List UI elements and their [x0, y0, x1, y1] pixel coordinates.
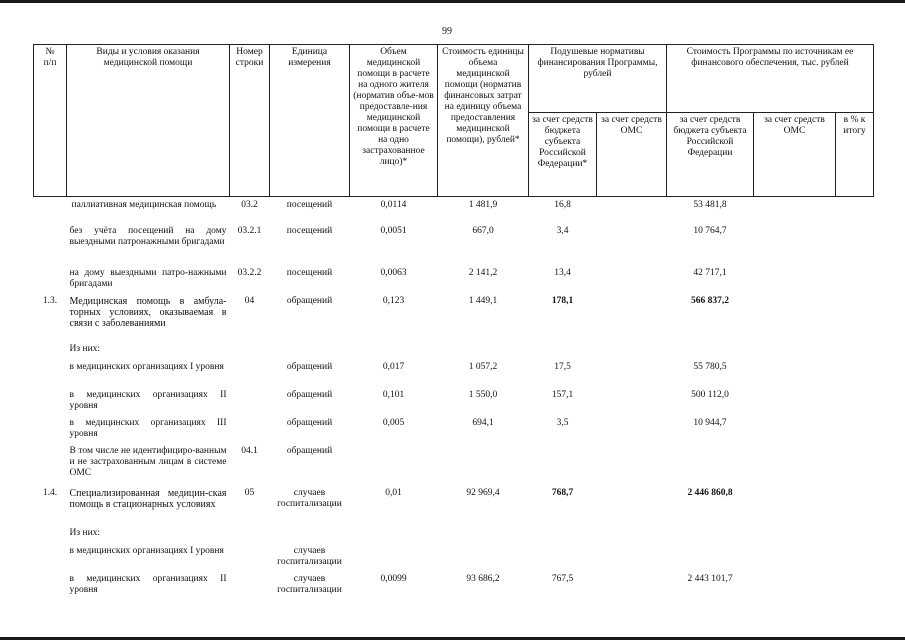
table-row — [34, 223, 874, 265]
cell-cost: 2 141,2 — [468, 267, 498, 278]
cell-prog-pct — [836, 265, 874, 293]
cell-volume — [350, 341, 438, 359]
cell-unit: обращений — [286, 295, 333, 306]
cell-pc-oms — [597, 197, 667, 223]
header-pc-budget: за счет средств бюджета субъекта Российской Федерации* — [529, 113, 597, 197]
cell-pc-budget — [529, 341, 597, 359]
cell-pc-budget: 157,1 — [551, 389, 574, 400]
table-row — [34, 485, 874, 525]
table-body — [34, 197, 874, 599]
cell-cost: 93 686,2 — [466, 573, 500, 584]
cell-pc-oms — [597, 293, 667, 341]
cell-name: в медицинских организациях III уровня — [69, 417, 227, 439]
cell-unit: обращений — [286, 417, 333, 428]
cell-pc-budget: 3,5 — [556, 417, 569, 428]
cell-cost — [438, 543, 529, 571]
cell-prog-budget: 10 764,7 — [693, 225, 727, 236]
cell-name: в медицинских организациях II уровня — [69, 389, 227, 411]
cell-volume: 0,017 — [382, 361, 405, 372]
cell-prog-oms — [754, 485, 836, 525]
cell-line — [230, 571, 270, 599]
cell-pc-oms — [597, 223, 667, 265]
cell-line: 05 — [244, 487, 255, 498]
cell-volume: 0,101 — [382, 389, 405, 400]
cell-pc-oms — [597, 265, 667, 293]
table-row — [34, 525, 874, 543]
header-prog-budget: за счет средств бюджета субъекта Российской Федерации — [667, 113, 754, 197]
cell-pc-budget: 178,1 — [551, 295, 574, 306]
header-per-capita: Подушевые нормативы финансирования Программы, рублей — [529, 45, 667, 113]
cell-cost — [438, 341, 529, 359]
table-row — [34, 415, 874, 443]
cell-prog-budget: 566 837,2 — [691, 295, 729, 306]
cell-prog-pct — [836, 387, 874, 415]
cell-prog-oms — [754, 223, 836, 265]
cell-volume: 0,0099 — [380, 573, 407, 584]
table-row — [34, 293, 874, 341]
cell-pc-oms — [597, 359, 667, 387]
cell-pc-oms — [597, 341, 667, 359]
cell-num — [34, 197, 67, 223]
document-sheet — [33, 44, 873, 599]
cell-num — [34, 387, 67, 415]
header-cost: Стоимость единицы объема медицинской помощи (норматив финансовых затрат на единицу объема предоставления медицинской помощи), рублей* — [438, 45, 529, 197]
cell-pc-budget — [529, 443, 597, 485]
cell-num: 1.4. — [42, 487, 58, 498]
cell-volume — [350, 443, 438, 485]
cell-cost: 1 550,0 — [468, 389, 498, 400]
cell-name: паллиативная медицинская помощь — [71, 200, 217, 210]
cell-line — [230, 359, 270, 387]
cell-line — [230, 525, 270, 543]
cell-unit — [270, 341, 350, 359]
cell-name: на дому выездными патро-нажными бригадами — [69, 267, 227, 289]
cell-line — [230, 543, 270, 571]
table-header — [34, 45, 874, 197]
cell-pc-budget: 16,8 — [554, 200, 571, 210]
cell-cost: 1 481,9 — [468, 200, 498, 210]
cell-num — [34, 415, 67, 443]
cell-pc-oms — [597, 571, 667, 599]
cell-prog-budget: 2 446 860,8 — [687, 487, 733, 498]
cell-pc-budget — [529, 543, 597, 571]
cell-prog-oms — [754, 543, 836, 571]
cell-name: в медицинских организациях I уровня — [69, 361, 224, 372]
cell-pc-budget: 768,7 — [551, 487, 574, 498]
cell-cost: 1 057,2 — [468, 361, 498, 372]
cell-unit: посещений — [286, 225, 333, 236]
header-unit: Единица измерения — [270, 45, 350, 197]
cell-name: Медицинская помощь в амбула-торных условиях, оказываемая в связи с заболеваниями — [69, 295, 227, 329]
cell-prog-pct — [836, 571, 874, 599]
page-number: 99 — [442, 26, 452, 37]
cell-name: в медицинских организациях II уровня — [69, 573, 227, 595]
table-row — [34, 443, 874, 485]
cell-unit: посещений — [286, 267, 333, 278]
cell-name: Из них: — [69, 527, 101, 538]
cell-pc-oms — [597, 415, 667, 443]
cell-unit: обращений — [286, 361, 333, 372]
header-prog-oms: за счет средств ОМС — [754, 113, 836, 197]
cell-cost — [438, 525, 529, 543]
cell-num — [34, 223, 67, 265]
cell-unit: случаев госпитализации — [277, 573, 342, 595]
cell-prog-oms — [754, 387, 836, 415]
cell-prog-budget — [667, 341, 754, 359]
cell-prog-pct — [836, 359, 874, 387]
cell-pc-budget: 767,5 — [551, 573, 574, 584]
cell-cost — [438, 443, 529, 485]
cell-pc-oms — [597, 525, 667, 543]
cell-pc-oms — [597, 387, 667, 415]
cell-volume: 0,0051 — [380, 225, 407, 236]
cell-pc-oms — [597, 543, 667, 571]
cell-num — [34, 443, 67, 485]
cell-line — [230, 387, 270, 415]
cell-prog-budget: 10 944,7 — [693, 417, 727, 428]
cell-prog-oms — [754, 293, 836, 341]
financing-table — [33, 44, 874, 599]
cell-line — [230, 415, 270, 443]
cell-prog-oms — [754, 265, 836, 293]
cell-prog-oms — [754, 571, 836, 599]
header-program-cost: Стоимость Программы по источникам ее финансового обеспечения, тыс. рублей — [667, 45, 874, 113]
cell-volume: 0,005 — [382, 417, 405, 428]
table-row — [34, 387, 874, 415]
cell-prog-budget: 2 443 101,7 — [687, 573, 733, 584]
cell-volume: 0,0063 — [380, 267, 407, 278]
cell-pc-oms — [597, 443, 667, 485]
header-name: Виды и условия оказания медицинской помощи — [67, 45, 230, 197]
cell-prog-pct — [836, 485, 874, 525]
header-num: № п/п — [34, 45, 67, 197]
cell-prog-oms — [754, 341, 836, 359]
cell-prog-budget: 42 717,1 — [693, 267, 727, 278]
cell-prog-budget — [667, 443, 754, 485]
cell-prog-pct — [836, 543, 874, 571]
cell-unit: обращений — [286, 445, 333, 456]
cell-prog-pct — [836, 341, 874, 359]
header-line: Номер строки — [230, 45, 270, 197]
cell-volume — [350, 543, 438, 571]
cell-num — [34, 341, 67, 359]
cell-line: 03.2.1 — [237, 225, 262, 236]
cell-prog-budget: 55 780,5 — [693, 361, 727, 372]
cell-prog-pct — [836, 525, 874, 543]
cell-prog-pct — [836, 223, 874, 265]
cell-prog-budget — [667, 543, 754, 571]
cell-prog-pct — [836, 197, 874, 223]
cell-volume: 0,01 — [385, 487, 402, 498]
table-row — [34, 265, 874, 293]
cell-num — [34, 265, 67, 293]
header-prog-pct: в % к итогу — [836, 113, 874, 197]
cell-volume: 0,0114 — [380, 200, 407, 210]
cell-prog-oms — [754, 197, 836, 223]
cell-prog-oms — [754, 525, 836, 543]
cell-num — [34, 543, 67, 571]
cell-num: 1.3. — [42, 295, 58, 306]
cell-unit: случаев госпитализации — [277, 487, 342, 509]
table-row — [34, 197, 874, 223]
cell-cost: 667,0 — [472, 225, 494, 236]
cell-unit: случаев госпитализации — [277, 545, 342, 567]
top-border — [0, 0, 905, 3]
cell-num — [34, 571, 67, 599]
cell-prog-budget: 53 481,8 — [693, 200, 727, 210]
table-row — [34, 341, 874, 359]
table-row — [34, 543, 874, 571]
cell-unit: посещений — [286, 200, 333, 210]
cell-volume — [350, 525, 438, 543]
table-row — [34, 359, 874, 387]
cell-line: 04.1 — [241, 445, 258, 456]
cell-num — [34, 525, 67, 543]
cell-line — [230, 341, 270, 359]
cell-name: В том числе не идентифициро-ванным и не застрахованным лицам в системе ОМС — [69, 445, 227, 478]
cell-unit: обращений — [286, 389, 333, 400]
header-pc-oms: за счет средств ОМС — [597, 113, 667, 197]
cell-name: в медицинских организациях I уровня — [69, 545, 224, 556]
cell-prog-pct — [836, 293, 874, 341]
cell-prog-budget — [667, 525, 754, 543]
cell-num — [34, 359, 67, 387]
cell-prog-pct — [836, 443, 874, 485]
cell-pc-budget — [529, 525, 597, 543]
cell-pc-oms — [597, 485, 667, 525]
cell-line: 04 — [244, 295, 255, 306]
cell-name: Специализированная медицин-ская помощь в стационарных условиях — [69, 487, 227, 510]
cell-pc-budget: 13,4 — [554, 267, 571, 278]
cell-pc-budget: 17,5 — [554, 361, 571, 372]
cell-cost: 92 969,4 — [466, 487, 500, 498]
cell-name: Из них: — [69, 343, 101, 354]
cell-line: 03.2 — [241, 200, 258, 210]
cell-prog-oms — [754, 443, 836, 485]
cell-unit — [270, 525, 350, 543]
cell-cost: 1 449,1 — [468, 295, 498, 306]
cell-line: 03.2.2 — [237, 267, 262, 278]
cell-cost: 694,1 — [472, 417, 494, 428]
header-volume: Объем медицинской помощи в расчете на одного жителя (норматив объе-мов предоставле-ния медицинской помощи в расчете на одно застрахованное лицо)* — [350, 45, 438, 197]
cell-prog-budget: 500 112,0 — [691, 389, 729, 400]
cell-prog-oms — [754, 359, 836, 387]
cell-pc-budget: 3,4 — [556, 225, 569, 236]
cell-prog-pct — [836, 415, 874, 443]
cell-name: без учёта посещений на дому выездными патронажными бригадами — [69, 225, 227, 247]
cell-volume: 0,123 — [382, 295, 405, 306]
cell-prog-oms — [754, 415, 836, 443]
table-row — [34, 571, 874, 599]
